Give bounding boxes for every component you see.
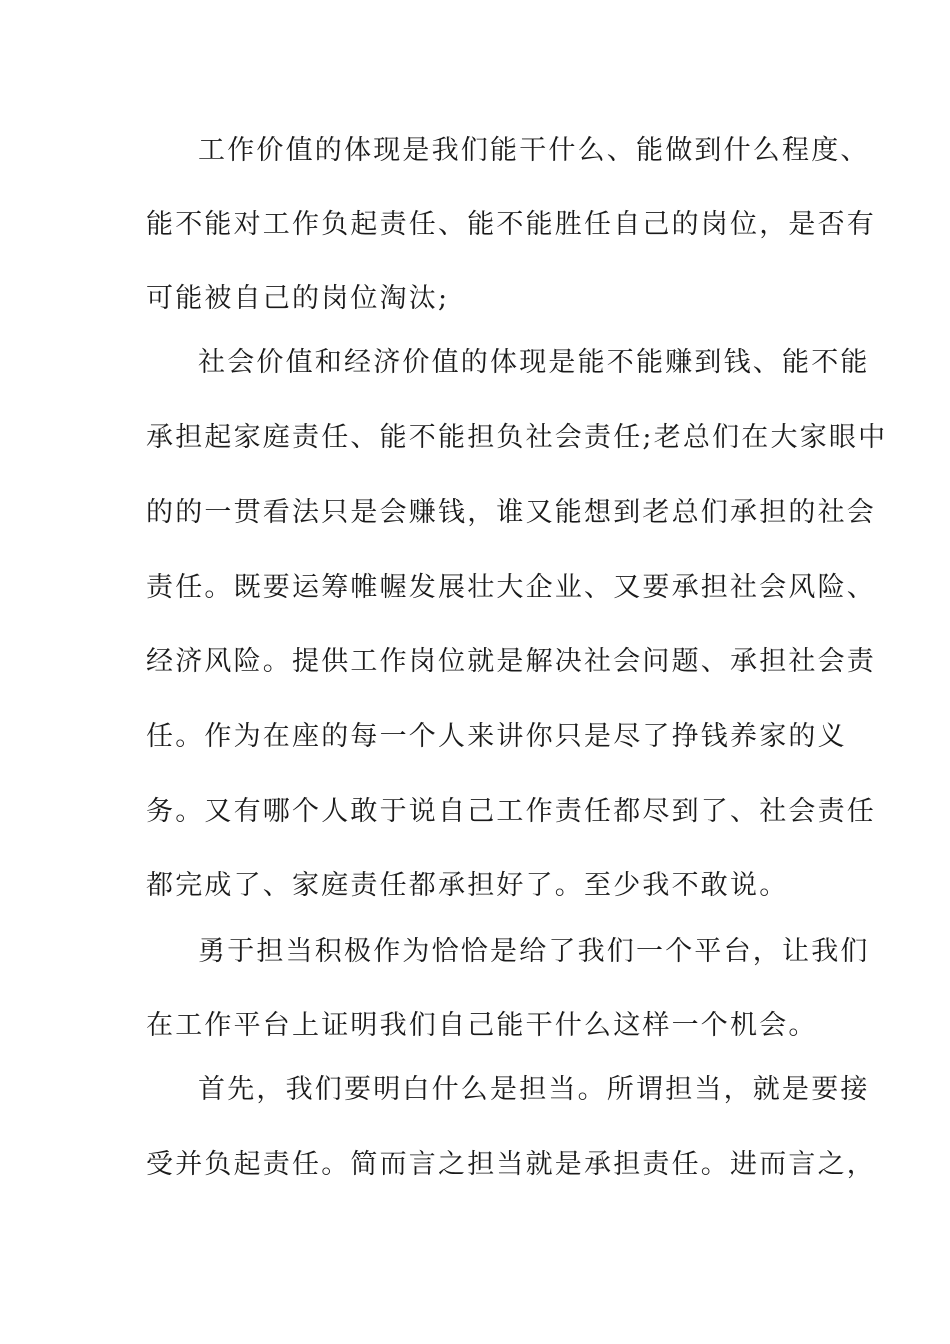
text-line: 经济风险。提供工作岗位就是解决社会问题、承担社会责 xyxy=(146,646,876,677)
text-line: 首先，我们要明白什么是担当。所谓担当，就是要接 xyxy=(198,1074,870,1105)
text-line: 受并负起责任。简而言之担当就是承担责任。进而言之， xyxy=(146,1149,876,1180)
text-line: 在工作平台上证明我们自己能干什么这样一个机会。 xyxy=(146,1010,818,1041)
text-line: 可能被自己的岗位淘汰; xyxy=(146,283,450,314)
text-line: 的的一贯看法只是会赚钱，谁又能想到老总们承担的社会 xyxy=(146,497,876,528)
text-line: 责任。既要运筹帷幄发展壮大企业、又要承担社会风险、 xyxy=(146,572,876,603)
text-line: 工作价值的体现是我们能干什么、能做到什么程度、 xyxy=(198,135,870,166)
text-line: 勇于担当积极作为恰恰是给了我们一个平台，让我们 xyxy=(198,936,870,967)
text-line: 社会价值和经济价值的体现是能不能赚到钱、能不能 xyxy=(198,347,870,378)
text-line: 能不能对工作负起责任、能不能胜任自己的岗位，是否有 xyxy=(146,209,876,240)
text-line: 任。作为在座的每一个人来讲你只是尽了挣钱养家的义 xyxy=(146,721,847,752)
text-line: 承担起家庭责任、能不能担负社会责任;老总们在大家眼中 xyxy=(146,422,888,453)
text-line: 务。又有哪个人敢于说自己工作责任都尽到了、社会责任 xyxy=(146,796,876,827)
text-line: 都完成了、家庭责任都承担好了。至少我不敢说。 xyxy=(146,870,789,901)
